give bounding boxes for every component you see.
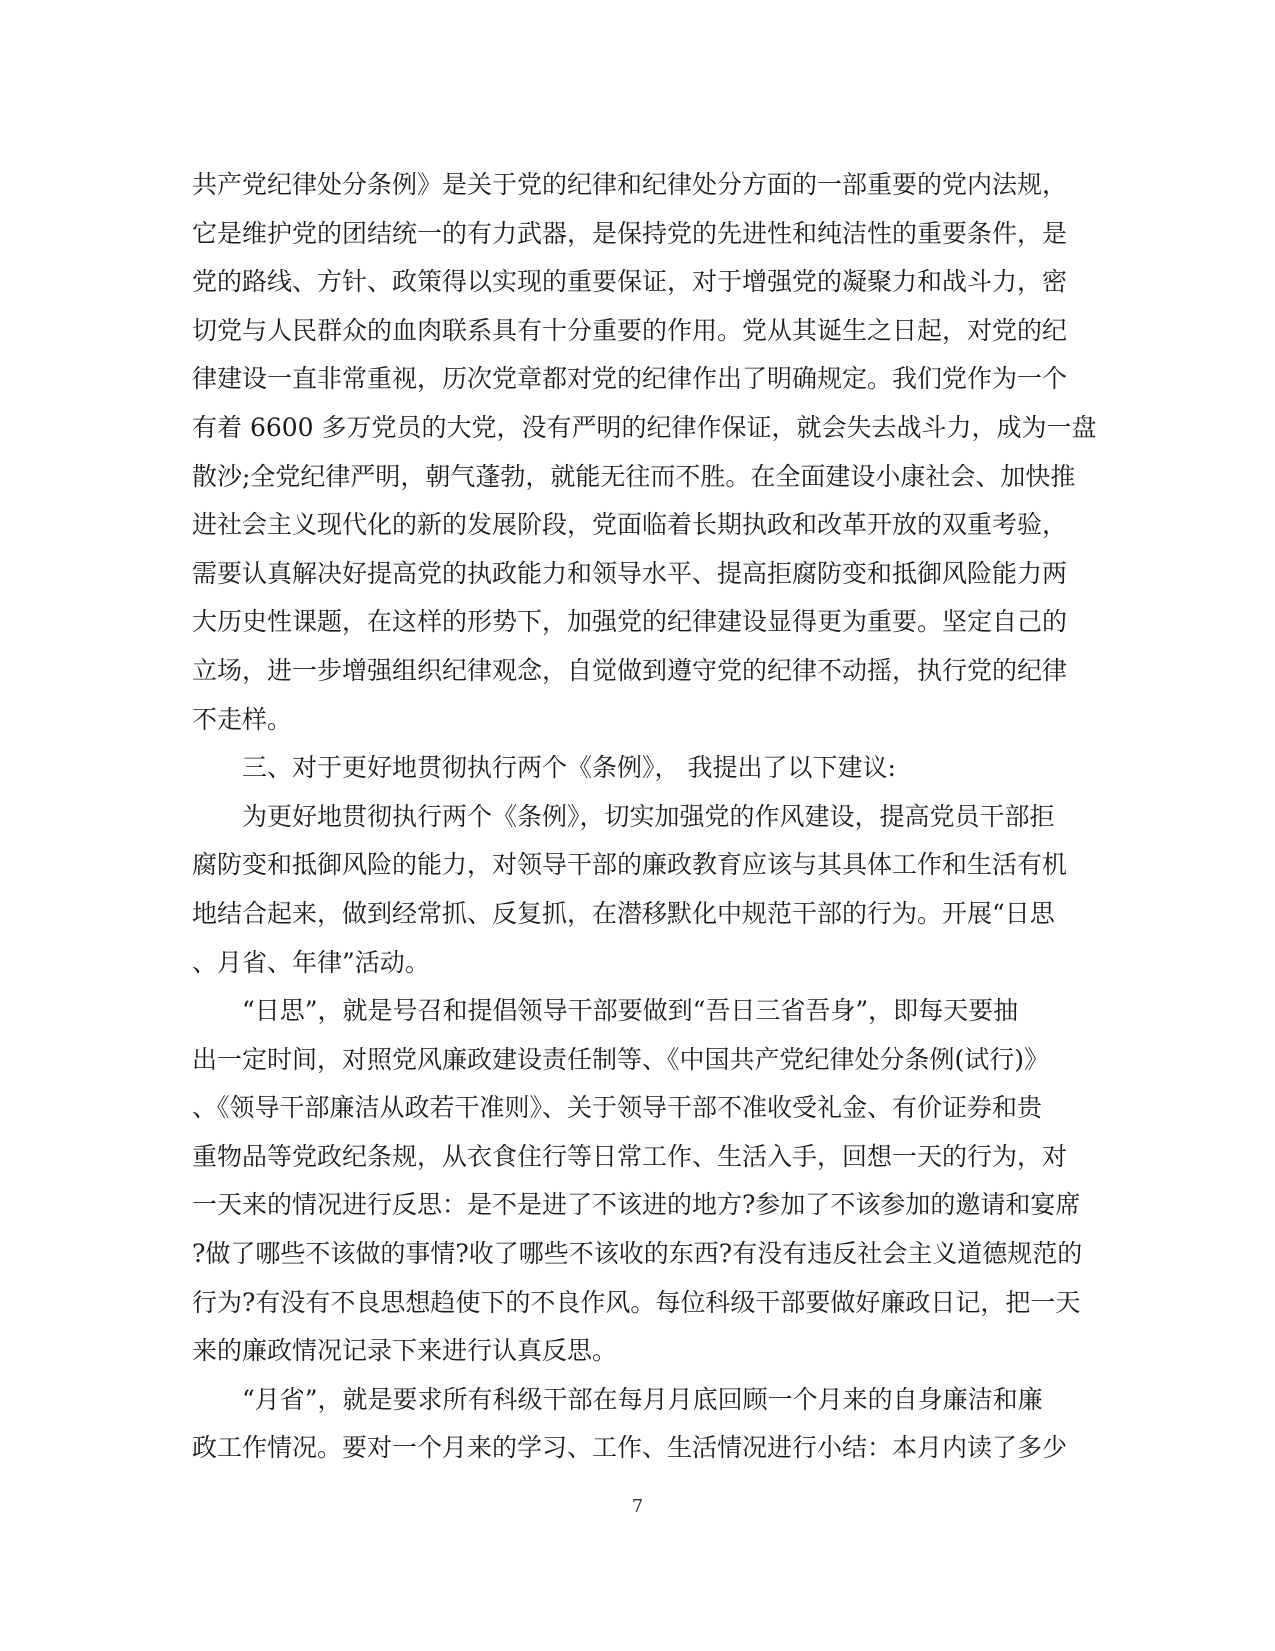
- text-line: “日思”，就是号召和提倡领导干部要做到“吾日三省吾身”，即每天要抽: [242, 996, 1019, 1026]
- text-line: 三、对于更好地贯彻执行两个《条例》， 我提出了以下建议:: [242, 753, 896, 783]
- text-line: 行为?有没有不良思想趋使下的不良作风。每位科级干部要做好廉政日记，把一天: [192, 1287, 1081, 1317]
- text-line: ?做了哪些不该做的事情?收了哪些不该收的东西?有没有违反社会主义道德规范的: [192, 1239, 1083, 1269]
- text-line: 有着 6600 多万党员的大党，没有严明的纪律作保证，就会失去战斗力，成为一盘: [192, 412, 1097, 442]
- text-line: 、月省、年律”活动。: [192, 947, 430, 977]
- page-number: 7: [631, 1496, 644, 1517]
- text-line: 一天来的情况进行反思：是不是进了不该进的地方?参加了不该参加的邀请和宴席: [192, 1190, 1081, 1220]
- text-line: 切党与人民群众的血肉联系具有十分重要的作用。党从其诞生之日起，对党的纪: [192, 315, 1068, 345]
- text-line: 政工作情况。要对一个月来的学习、工作、生活情况进行小结：本月内读了多少: [192, 1433, 1068, 1463]
- text-line: 来的廉政情况记录下来进行认真反思。: [192, 1336, 618, 1366]
- text-line: 共产党纪律处分条例》是关于党的纪律和纪律处分方面的一部重要的党内法规，: [192, 170, 1068, 199]
- text-line: 不走样。: [192, 704, 293, 734]
- text-line: 律建设一直非常重视，历次党章都对党的纪律作出了明确规定。我们党作为一个: [192, 364, 1068, 394]
- text-line: 为更好地贯彻执行两个《条例》，切实加强党的作风建设，提高党员干部拒: [242, 801, 1055, 831]
- text-line: 党的路线、方针、政策得以实现的重要保证，对于增强党的凝聚力和战斗力，密: [192, 267, 1068, 297]
- text-line: “月省”，就是要求所有科级干部在每月月底回顾一个月来的自身廉洁和廉: [242, 1384, 1043, 1414]
- text-line: 散沙;全党纪律严明，朝气蓬勃，就能无往而不胜。在全面建设小康社会、加快推: [192, 461, 1076, 491]
- text-line: 、《领导干部廉洁从政若干准则》、关于领导干部不准收受礼金、有价证券和贵: [192, 1093, 1043, 1123]
- text-line: 进社会主义现代化的新的发展阶段，党面临着长期执政和改革开放的双重考验，: [192, 510, 1068, 540]
- text-line: 腐防变和抵御风险的能力，对领导干部的廉政教育应该与其具体工作和生活有机: [192, 850, 1068, 880]
- text-line: 立场，进一步增强组织纪律观念，自觉做到遵守党的纪律不动摇，执行党的纪律: [192, 655, 1068, 685]
- text-line: 重物品等党政纪条规，从衣食住行等日常工作、生活入手，回想一天的行为，对: [192, 1141, 1068, 1171]
- text-line: 需要认真解决好提高党的执政能力和领导水平、提高拒腐防变和抵御风险能力两: [192, 558, 1068, 588]
- text-line: 大历史性课题，在这样的形势下，加强党的纪律建设显得更为重要。坚定自己的: [192, 607, 1068, 637]
- document-body: [192, 161, 1097, 1473]
- text-line: 地结合起来，做到经常抓、反复抓，在潜移默化中规范干部的行为。开展“日思: [192, 898, 1055, 928]
- text-line: 出一定时间，对照党风廉政建设责任制等、《中国共产党纪律处分条例(试行)》: [192, 1044, 1050, 1074]
- text-line: 它是维护党的团结统一的有力武器，是保持党的先进性和纯洁性的重要条件，是: [192, 218, 1068, 248]
